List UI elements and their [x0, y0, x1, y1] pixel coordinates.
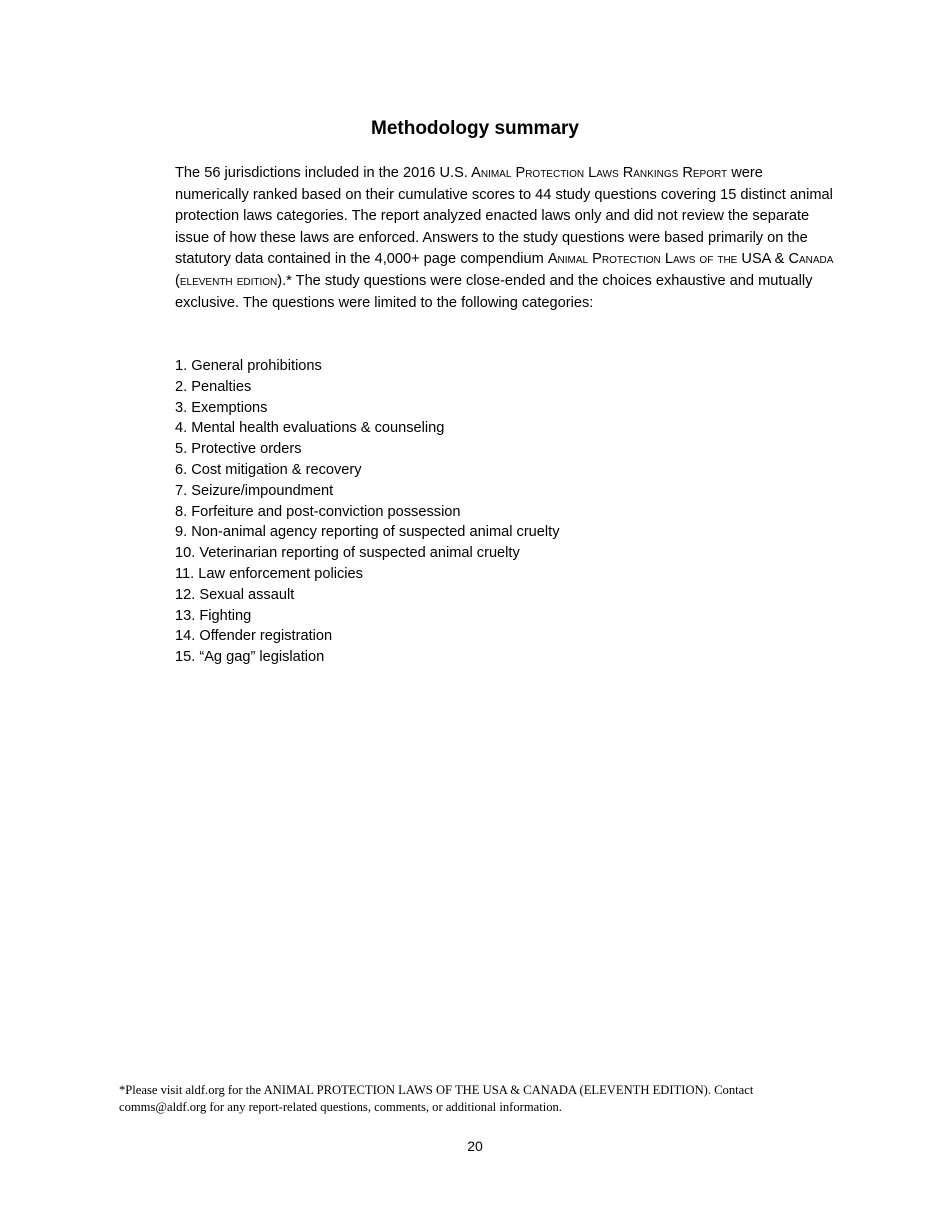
category-item: 5. Protective orders — [175, 441, 302, 458]
category-item: 12. Sexual assault — [175, 586, 295, 603]
page-title: Methodology summary — [371, 118, 579, 139]
intro-text-part-2: were numerically ranked based on their cumulative scores to 44 study questions covering 15 distinct animal protection laws categories. The report analyzed enacted laws only and did not review the separate issue of how these laws are enforced. Answers to the study questions were based primarily on the statutory data contained in the 4,000+ page compendium — [175, 165, 833, 268]
category-item: 1. General prohibitions — [175, 358, 322, 374]
footnote: *Please visit aldf.org for the ANIMAL PROTECTION LAWS OF THE USA & CANADA (ELEVENTH EDITION). Contact comms@aldf.org for any report-related questions, comments, or additional information. — [119, 1083, 754, 1114]
category-item: 15. “Ag gag” legislation — [175, 649, 325, 666]
category-item: 2. Penalties — [175, 378, 252, 395]
intro-paragraph — [175, 163, 840, 314]
page-number: 20 — [467, 1138, 483, 1154]
category-list — [175, 356, 840, 668]
category-item: 8. Forfeiture and post-conviction possession — [175, 503, 461, 520]
report-name: U.S. Animal Protection Laws Rankings Report — [439, 165, 728, 181]
category-item: 4. Mental health evaluations & counseling — [175, 420, 445, 437]
intro-text-part-3: The study questions were close-ended and the choices exhaustive and mutually exclusive. The questions were limited to the following categories: — [175, 272, 813, 311]
intro-text-part-1: The 56 jurisdictions included in the 2016 — [175, 165, 440, 181]
category-item: 10. Veterinarian reporting of suspected animal cruelty — [175, 545, 520, 562]
category-item: 14. Offender registration — [175, 628, 333, 645]
category-item: 7. Seizure/impoundment — [175, 482, 334, 499]
compendium-name: Animal Protection Laws of the USA & Canada (eleventh edition).* — [175, 251, 834, 289]
category-item: 9. Non-animal agency reporting of suspected animal cruelty — [175, 524, 560, 541]
category-item: 11. Law enforcement policies — [175, 565, 363, 582]
category-item: 6. Cost mitigation & recovery — [175, 461, 362, 478]
category-item: 3. Exemptions — [175, 399, 268, 416]
category-item: 13. Fighting — [175, 607, 252, 624]
